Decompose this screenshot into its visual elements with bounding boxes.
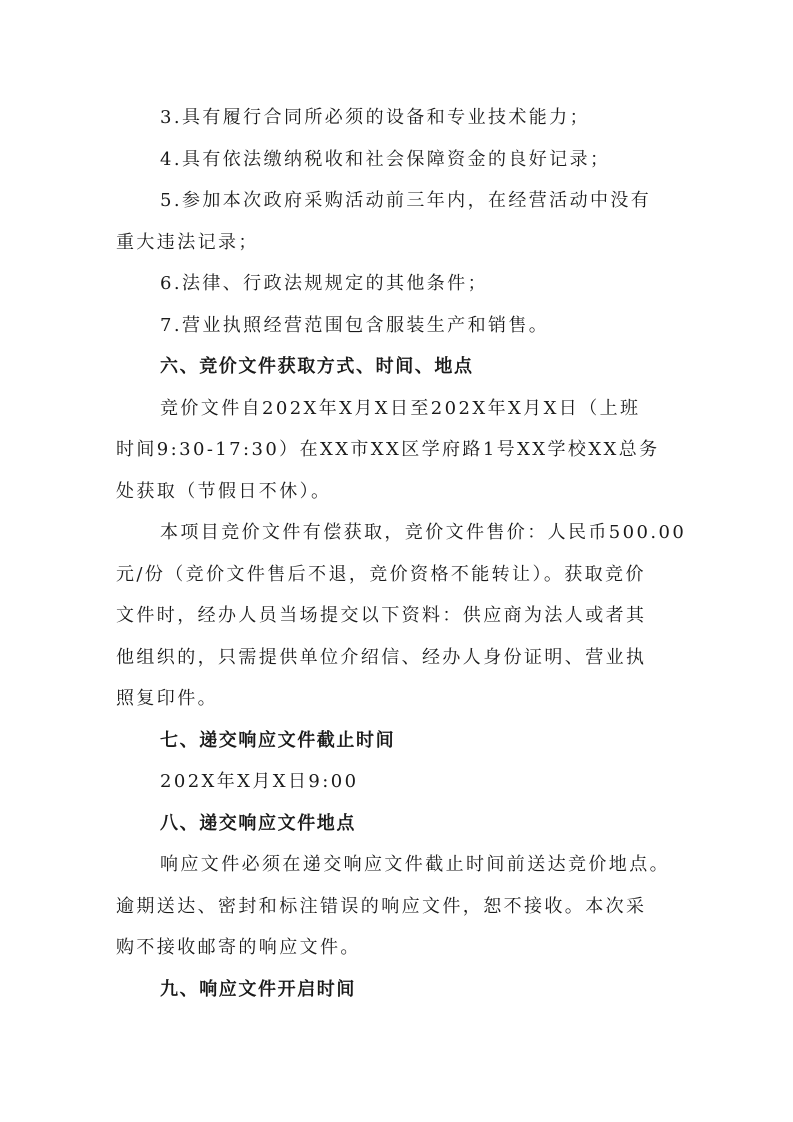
- qualification-item-5-line-1: 5.参加本次政府采购活动前三年内，在经营活动中没有: [160, 190, 652, 211]
- fee-paragraph-line-4: 他组织的，只需提供单位介绍信、经办人身份证明、营业执: [116, 647, 647, 668]
- submission-paragraph-line-3: 购不接收邮寄的响应文件。: [116, 937, 361, 958]
- section-heading-7: 七、递交响应文件截止时间: [160, 730, 396, 751]
- qualification-item-6: 6.法律、行政法规规定的其他条件；: [160, 273, 488, 294]
- section-heading-8: 八、递交响应文件地点: [160, 813, 356, 834]
- fee-paragraph-line-1: 本项目竞价文件有偿获取，竞价文件售价：人民币500.00: [160, 522, 687, 543]
- qualification-item-3: 3.具有履行合同所必须的设备和专业技术能力；: [160, 107, 590, 128]
- qualification-item-7: 7.营业执照经营范围包含服装生产和销售。: [160, 315, 550, 336]
- submission-paragraph-line-2: 逾期送达、密封和标注错误的响应文件，恕不接收。本次采: [116, 896, 647, 917]
- section-heading-6: 六、竞价文件获取方式、时间、地点: [160, 356, 474, 377]
- fee-paragraph-line-3: 文件时，经办人员当场提交以下资料：供应商为法人或者其: [116, 605, 647, 626]
- acquisition-paragraph-line-2: 时间9:30-17:30）在XX市XX区学府路1号XX学校XX总务: [116, 439, 660, 460]
- fee-paragraph-line-2: 元/份（竞价文件售后不退，竞价资格不能转让）。获取竞价: [116, 564, 646, 585]
- section-heading-9: 九、响应文件开启时间: [160, 979, 356, 1000]
- acquisition-paragraph-line-3: 处获取（节假日不休）。: [116, 481, 332, 502]
- deadline-value: 202X年X月X日9:00: [160, 771, 359, 792]
- submission-paragraph-line-1: 响应文件必须在递交响应文件截止时间前送达竞价地点。: [160, 854, 670, 875]
- acquisition-paragraph-line-1: 竞价文件自202X年X月X日至202X年X月X日（上班: [160, 398, 641, 419]
- qualification-item-4: 4.具有依法缴纳税收和社会保障资金的良好记录；: [160, 149, 611, 170]
- fee-paragraph-line-5: 照复印件。: [116, 688, 218, 709]
- qualification-item-5-line-2: 重大违法记录；: [116, 232, 259, 253]
